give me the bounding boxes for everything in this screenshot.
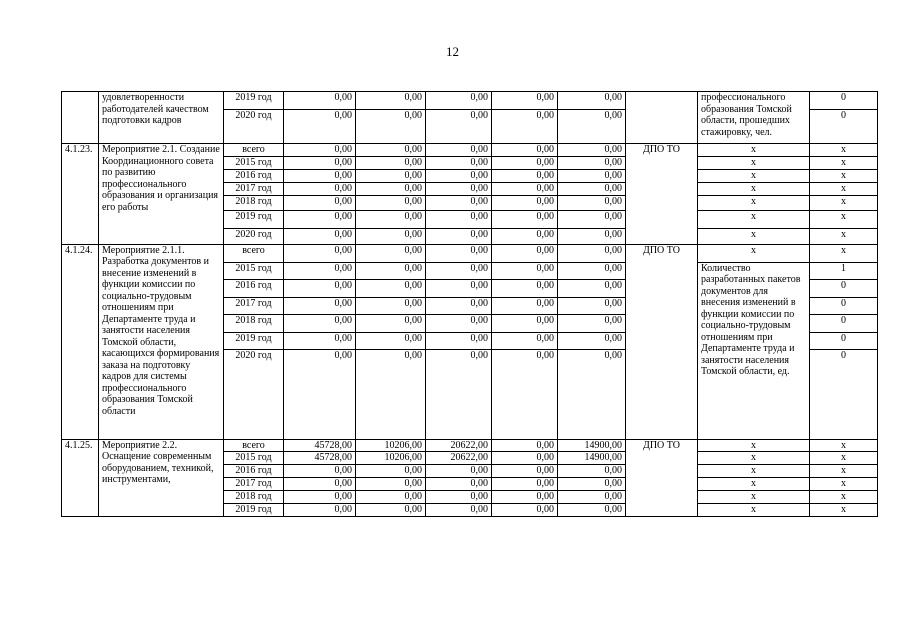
indicator-value: x (810, 144, 878, 157)
value-cell: 0,00 (356, 332, 426, 349)
event-name: Мероприятие 2.1. Создание Координационного совета по развитию профессионального образования и организация его работы (99, 144, 224, 245)
value-cell: 0,00 (356, 314, 426, 332)
value-cell: 0,00 (356, 504, 426, 517)
indicator-cell: x (698, 452, 810, 465)
indicator-value: x (810, 504, 878, 517)
year-cell: 2020 год (224, 228, 284, 244)
indicator-value: x (810, 478, 878, 491)
row-number: 4.1.24. (62, 244, 99, 439)
value-cell: 0,00 (426, 349, 492, 439)
indicator-value: x (810, 439, 878, 452)
value-cell: 0,00 (284, 349, 356, 439)
value-cell: 0,00 (356, 465, 426, 478)
table-row (62, 92, 878, 110)
value-cell: 0,00 (558, 491, 626, 504)
value-cell: 0,00 (426, 465, 492, 478)
executor-cell (626, 92, 698, 144)
value-cell: 10206,00 (356, 452, 426, 465)
indicator-cell: x (698, 144, 810, 157)
indicator-value: x (810, 228, 878, 244)
value-cell: 0,00 (558, 314, 626, 332)
value-cell: 0,00 (284, 491, 356, 504)
indicator-cell: x (698, 210, 810, 228)
value-cell: 0,00 (492, 297, 558, 314)
value-cell: 0,00 (492, 439, 558, 452)
value-cell: 0,00 (558, 182, 626, 195)
indicator-cell: x (698, 228, 810, 244)
value-cell: 0,00 (284, 92, 356, 110)
year-cell: 2018 год (224, 314, 284, 332)
value-cell: 0,00 (426, 195, 492, 210)
value-cell: 0,00 (284, 210, 356, 228)
value-cell: 0,00 (356, 210, 426, 228)
executor-cell: ДПО ТО (626, 244, 698, 439)
event-name: удовлетворенности работодателей качеством подготовки кадров (99, 92, 224, 144)
value-cell: 0,00 (558, 262, 626, 279)
value-cell: 0,00 (284, 504, 356, 517)
value-cell: 0,00 (426, 262, 492, 279)
year-cell: всего (224, 244, 284, 262)
value-cell: 0,00 (492, 349, 558, 439)
value-cell: 0,00 (426, 156, 492, 169)
value-cell: 0,00 (284, 244, 356, 262)
year-cell: 2016 год (224, 465, 284, 478)
value-cell: 0,00 (426, 210, 492, 228)
event-name: Мероприятие 2.1.1. Разработка документов и внесение изменений в функции комиссии по социально-трудовым отношениям при Департаменте труда и занятости населения Томской области, касающихся формирования заказа на подготовку кадров для системы профессионального образования Томской области (99, 244, 224, 439)
year-cell: 2019 год (224, 332, 284, 349)
indicator-value: x (810, 465, 878, 478)
value-cell: 0,00 (492, 244, 558, 262)
year-cell: 2017 год (224, 297, 284, 314)
executor-cell: ДПО ТО (626, 439, 698, 517)
value-cell: 0,00 (558, 244, 626, 262)
value-cell: 0,00 (284, 195, 356, 210)
value-cell: 0,00 (356, 182, 426, 195)
value-cell: 0,00 (558, 169, 626, 182)
year-cell: 2016 год (224, 169, 284, 182)
row-number: 4.1.25. (62, 439, 99, 517)
value-cell: 0,00 (492, 465, 558, 478)
value-cell: 0,00 (284, 297, 356, 314)
year-cell: 2020 год (224, 110, 284, 144)
value-cell: 0,00 (558, 279, 626, 297)
indicator-value: x (810, 195, 878, 210)
indicator-value: 0 (810, 332, 878, 349)
year-cell: 2015 год (224, 452, 284, 465)
value-cell: 0,00 (492, 314, 558, 332)
value-cell: 0,00 (492, 144, 558, 157)
indicator-value: x (810, 156, 878, 169)
value-cell: 0,00 (558, 210, 626, 228)
indicator-value: 0 (810, 110, 878, 144)
value-cell: 0,00 (492, 210, 558, 228)
indicator-name: профессионального образования Томской области, прошедших стажировку, чел. (698, 92, 810, 144)
value-cell: 0,00 (356, 144, 426, 157)
indicator-value: 0 (810, 314, 878, 332)
indicator-value: 0 (810, 279, 878, 297)
value-cell: 0,00 (426, 228, 492, 244)
program-table (61, 91, 878, 517)
value-cell: 0,00 (558, 110, 626, 144)
value-cell: 0,00 (284, 144, 356, 157)
value-cell: 0,00 (356, 169, 426, 182)
value-cell: 0,00 (492, 182, 558, 195)
value-cell: 0,00 (356, 491, 426, 504)
value-cell: 20622,00 (426, 452, 492, 465)
value-cell: 0,00 (356, 297, 426, 314)
value-cell: 0,00 (492, 504, 558, 517)
page-number: 12 (446, 44, 459, 59)
indicator-cell: x (698, 439, 810, 452)
value-cell: 0,00 (356, 279, 426, 297)
year-cell: 2019 год (224, 92, 284, 110)
value-cell: 0,00 (356, 110, 426, 144)
indicator-cell: x (698, 169, 810, 182)
value-cell: 0,00 (284, 169, 356, 182)
value-cell: 0,00 (492, 110, 558, 144)
indicator-value: x (810, 244, 878, 262)
event-name: Мероприятие 2.2. Оснащение современным оборудованием, техникой, инструментами, (99, 439, 224, 517)
value-cell: 10206,00 (356, 439, 426, 452)
value-cell: 0,00 (284, 182, 356, 195)
value-cell: 0,00 (492, 491, 558, 504)
year-cell: всего (224, 144, 284, 157)
value-cell: 45728,00 (284, 439, 356, 452)
value-cell: 0,00 (356, 195, 426, 210)
indicator-value: x (810, 491, 878, 504)
value-cell: 0,00 (426, 332, 492, 349)
value-cell: 0,00 (492, 195, 558, 210)
indicator-cell: x (698, 504, 810, 517)
indicator-value: x (810, 210, 878, 228)
value-cell: 0,00 (284, 465, 356, 478)
table-row (62, 439, 878, 452)
value-cell: 0,00 (558, 228, 626, 244)
value-cell: 0,00 (356, 349, 426, 439)
value-cell: 0,00 (356, 478, 426, 491)
value-cell: 0,00 (426, 144, 492, 157)
indicator-value: x (810, 182, 878, 195)
value-cell: 0,00 (426, 297, 492, 314)
value-cell: 0,00 (492, 478, 558, 491)
value-cell: 0,00 (558, 349, 626, 439)
year-cell: всего (224, 439, 284, 452)
indicator-cell: x (698, 478, 810, 491)
indicator-value: 0 (810, 297, 878, 314)
value-cell: 0,00 (284, 228, 356, 244)
value-cell: 0,00 (492, 332, 558, 349)
value-cell: 0,00 (558, 144, 626, 157)
table-row (62, 144, 878, 157)
indicator-value: 1 (810, 262, 878, 279)
value-cell: 14900,00 (558, 452, 626, 465)
year-cell: 2017 год (224, 182, 284, 195)
year-cell: 2018 год (224, 491, 284, 504)
value-cell: 0,00 (426, 478, 492, 491)
value-cell: 0,00 (558, 92, 626, 110)
year-cell: 2019 год (224, 504, 284, 517)
value-cell: 0,00 (558, 465, 626, 478)
value-cell: 0,00 (558, 156, 626, 169)
indicator-cell: x (698, 491, 810, 504)
indicator-cell: x (698, 182, 810, 195)
indicator-cell: x (698, 195, 810, 210)
value-cell: 0,00 (426, 314, 492, 332)
value-cell: 0,00 (426, 279, 492, 297)
value-cell: 0,00 (284, 262, 356, 279)
value-cell: 0,00 (558, 332, 626, 349)
value-cell: 0,00 (284, 156, 356, 169)
value-cell: 0,00 (356, 228, 426, 244)
value-cell: 0,00 (284, 314, 356, 332)
value-cell: 0,00 (492, 169, 558, 182)
value-cell: 0,00 (558, 297, 626, 314)
row-number: 4.1.23. (62, 144, 99, 245)
year-cell: 2018 год (224, 195, 284, 210)
table-row (62, 244, 878, 262)
value-cell: 20622,00 (426, 439, 492, 452)
value-cell: 0,00 (492, 262, 558, 279)
indicator-value: x (810, 169, 878, 182)
indicator-value: x (810, 452, 878, 465)
year-cell: 2017 год (224, 478, 284, 491)
value-cell: 0,00 (356, 244, 426, 262)
value-cell: 0,00 (492, 228, 558, 244)
value-cell: 0,00 (492, 156, 558, 169)
value-cell: 0,00 (426, 110, 492, 144)
value-cell: 0,00 (284, 332, 356, 349)
value-cell: 0,00 (356, 92, 426, 110)
indicator-value: 0 (810, 92, 878, 110)
value-cell: 0,00 (356, 156, 426, 169)
indicator-cell: x (698, 465, 810, 478)
value-cell: 0,00 (426, 244, 492, 262)
value-cell: 0,00 (426, 92, 492, 110)
value-cell: 0,00 (558, 478, 626, 491)
indicator-name: Количество разработанных пакетов документов для внесения изменений в функции комиссии по социально-трудовым отношениям при Департаменте труда и занятости населения Томской области, ед. (698, 262, 810, 439)
indicator-value: 0 (810, 349, 878, 439)
year-cell: 2015 год (224, 156, 284, 169)
value-cell: 0,00 (426, 182, 492, 195)
executor-cell: ДПО ТО (626, 144, 698, 245)
value-cell: 0,00 (492, 92, 558, 110)
value-cell: 0,00 (492, 452, 558, 465)
value-cell: 0,00 (284, 110, 356, 144)
value-cell: 0,00 (426, 504, 492, 517)
value-cell: 0,00 (284, 279, 356, 297)
indicator-cell: x (698, 156, 810, 169)
value-cell: 0,00 (558, 504, 626, 517)
value-cell: 45728,00 (284, 452, 356, 465)
year-cell: 2015 год (224, 262, 284, 279)
value-cell: 0,00 (558, 195, 626, 210)
indicator-cell: x (698, 244, 810, 262)
value-cell: 0,00 (492, 279, 558, 297)
row-number (62, 92, 99, 144)
value-cell: 14900,00 (558, 439, 626, 452)
value-cell: 0,00 (284, 478, 356, 491)
value-cell: 0,00 (356, 262, 426, 279)
value-cell: 0,00 (426, 491, 492, 504)
year-cell: 2019 год (224, 210, 284, 228)
value-cell: 0,00 (426, 169, 492, 182)
year-cell: 2016 год (224, 279, 284, 297)
year-cell: 2020 год (224, 349, 284, 439)
